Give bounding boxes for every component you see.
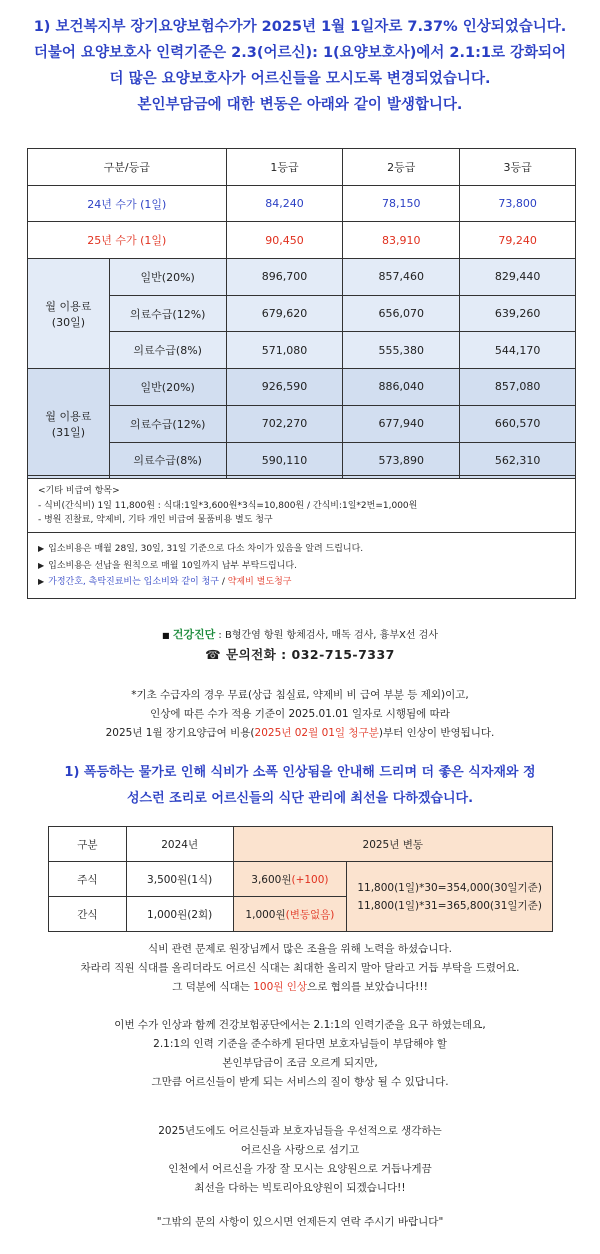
notice-text: 약제비 별도청구 <box>227 577 292 587</box>
table-cell: 84,240 <box>226 185 343 222</box>
table-row <box>49 862 553 897</box>
paragraph-highlight: 100원 인상 <box>253 981 308 993</box>
header-cell: 2등급 <box>343 149 460 186</box>
meal-total-cell <box>347 862 553 932</box>
row-label: 일반(20%) <box>109 369 226 406</box>
row-label: 일반(20%) <box>109 259 226 296</box>
note-highlight: 2025년 02월 01일 청구분 <box>254 727 379 739</box>
group-label-line: (30일) <box>51 315 86 329</box>
extra-items-line: - 병원 진찰료, 약제비, 기타 개인 비급여 물품비용 별도 청구 <box>38 515 273 525</box>
extra-items-title: <기타 비급여 항목> <box>38 486 120 496</box>
table-cell: 896,700 <box>226 259 343 296</box>
table-cell: 83,910 <box>343 222 460 259</box>
table-cell: 829,440 <box>460 259 576 296</box>
group-label-line: 월 이용료 <box>45 409 92 423</box>
table-cell: 573,890 <box>343 442 460 479</box>
table-cell: 702,270 <box>226 405 343 442</box>
notices-box <box>27 533 576 599</box>
note-text: 2025년 1월 장기요양급여 비용( <box>105 727 255 739</box>
table-cell: 1,000원(2회) <box>126 897 233 932</box>
notice-text: 입소비용은 선납을 원칙으로 매월 10일까지 납부 부탁드립니다. <box>48 560 297 571</box>
triangle-bullet-icon: ▶ <box>38 560 45 570</box>
paragraph-line: 인천에서 어르신을 가장 잘 모시는 요양원으로 거듭나게끔 <box>168 1163 432 1175</box>
table-cell: 886,040 <box>343 369 460 406</box>
meal-price: 3,600원 <box>251 873 292 886</box>
table-cell <box>233 862 347 897</box>
note-line: *기초 수급자의 경우 무료(상급 침실료, 약제비 비 급여 부분 등 제외)이고, <box>131 689 469 701</box>
table-cell: 857,460 <box>343 259 460 296</box>
intro-line: 본인부담금에 대한 변동은 아래와 같이 발생합니다. <box>137 97 463 113</box>
row-label: 간식 <box>49 897 127 932</box>
row-label: 의료수급(12%) <box>109 405 226 442</box>
phone-inquiry: ☎ 문의전화 : 032-715-7337 <box>205 647 395 662</box>
meal-price: 1,000원 <box>245 908 286 921</box>
intro-announcement <box>0 14 600 118</box>
meal-table <box>48 826 553 932</box>
table-cell: 79,240 <box>460 222 576 259</box>
notice-text: 입소비용은 매월 28일, 30일, 31일 기준으로 다소 차이가 있음을 알려 드립니다. <box>48 544 364 554</box>
table-cell: 857,080 <box>460 369 576 406</box>
table-row <box>28 405 576 442</box>
table-cell: 926,590 <box>226 369 343 406</box>
header-cell: 구분 <box>49 827 127 862</box>
paragraph-line: 본인부담금이 조금 오르게 되지만, <box>222 1057 378 1069</box>
row-label: 의료수급(8%) <box>109 442 226 479</box>
header-cell: 3등급 <box>460 149 576 186</box>
table-row-2025-fee <box>28 222 576 259</box>
fee-note <box>0 686 600 743</box>
notice-item <box>38 541 569 558</box>
table-cell: 562,310 <box>460 442 576 479</box>
table-cell: 590,110 <box>226 442 343 479</box>
triangle-bullet-icon: ▶ <box>38 544 45 553</box>
note-text: )부터 인상이 반영됩니다. <box>378 727 495 739</box>
rate-table <box>27 148 576 479</box>
row-label: 25년 수가 (1일) <box>28 222 227 259</box>
note-line: 인상에 따른 수가 적용 기준이 2025.01.01 일자로 시행됨에 따라 <box>150 708 450 720</box>
paragraph-line: 어르신을 사랑으로 섬기고 <box>240 1144 360 1156</box>
header-cell: 2025년 변동 <box>233 827 552 862</box>
health-check-text: : B형간염 항원 항체검사, 매독 검사, 흉부X선 검사 <box>215 630 438 641</box>
table-cell: 90,450 <box>226 222 343 259</box>
table-row <box>28 332 576 369</box>
table-cell: 677,940 <box>343 405 460 442</box>
paragraph-text: 으로 협의를 보았습니다!!! <box>307 981 428 993</box>
paragraph-line: 차라리 직원 식대를 올리더라도 어르신 식대는 최대한 올리지 말아 달라고 거듭 부탁을 드렸어요. <box>80 962 520 974</box>
group-label-line: 월 이용료 <box>45 299 92 313</box>
meal-total-line: 11,800(1일)*31=365,800(31일기준) <box>357 899 542 912</box>
closing-message: "그밖의 문의 사항이 있으시면 언제든지 연락 주시기 바랍니다" <box>156 1216 444 1228</box>
table-cell: 656,070 <box>343 295 460 332</box>
paragraph-line: 2025년도에도 어르신들과 보호자님들을 우선적으로 생각하는 <box>158 1125 442 1137</box>
extra-items-line: - 식비(간식비) 1일 11,800원 : 식대:1일*3,600원*3식=10,800원 / 간식비:1일*2번=1,000원 <box>38 500 418 511</box>
row-label: 주식 <box>49 862 127 897</box>
table-cell: 660,570 <box>460 405 576 442</box>
intro-line: 더 많은 요양보호사가 어르신들을 모시도록 변경되었습니다. <box>109 71 491 87</box>
header-cell: 2024년 <box>126 827 233 862</box>
table-cell: 78,150 <box>343 185 460 222</box>
intro-line: 더불어 요양보호사 인력기준은 2.3(어르신): 1(요양보호사)에서 2.1:1로 강화되어 <box>33 45 567 61</box>
meal-intro-line: 1) 폭등하는 물가로 인해 식비가 소폭 인상됨을 안내해 드리며 더 좋은 식자재와 정 <box>64 765 536 780</box>
table-cell: 73,800 <box>460 185 576 222</box>
table-cell: 544,170 <box>460 332 576 369</box>
notice-separator: / <box>218 577 228 587</box>
extra-items-box <box>27 475 576 533</box>
paragraph-line <box>0 978 600 997</box>
table-cell: 571,080 <box>226 332 343 369</box>
table-row-2024-fee <box>28 185 576 222</box>
table-cell: 639,260 <box>460 295 576 332</box>
note-line <box>0 724 600 743</box>
paragraph-line: 그만큼 어르신들이 받게 되는 서비스의 질이 향상 될 수 있답니다. <box>151 1076 449 1088</box>
table-header-row <box>28 149 576 186</box>
notice-item <box>38 558 569 575</box>
row-label: 24년 수가 (1일) <box>28 185 227 222</box>
meal-change: (변동없음) <box>285 908 335 921</box>
table-row <box>28 369 576 406</box>
meal-total-line: 11,800(1일)*30=354,000(30일기준) <box>357 881 542 894</box>
header-cell: 1등급 <box>226 149 343 186</box>
paragraph-meal-negotiation <box>0 940 600 997</box>
row-label: 의료수급(12%) <box>109 295 226 332</box>
paragraph-promise <box>0 1122 600 1198</box>
table-cell <box>233 897 347 932</box>
intro-line: 1) 보건복지부 장기요양보험수가가 2025년 1월 1일자로 7.37% 인상되었습니다. <box>33 19 567 35</box>
triangle-bullet-icon: ▶ <box>38 577 45 586</box>
paragraph-staffing <box>0 1016 600 1092</box>
group-label-30-days <box>28 259 110 369</box>
row-label: 의료수급(8%) <box>109 332 226 369</box>
paragraph-text: 그 덕분에 식대는 <box>172 981 254 993</box>
meal-change: (+100) <box>291 873 329 886</box>
table-cell: 3,500원(1식) <box>126 862 233 897</box>
paragraph-line: 최선을 다하는 빅토리아요양원이 되겠습니다!! <box>194 1182 406 1194</box>
meal-intro <box>0 760 600 812</box>
group-label-31-days <box>28 369 110 479</box>
paragraph-line: 2.1:1의 인력 기준을 준수하게 된다면 보호자님들이 부담해야 할 <box>153 1038 447 1050</box>
notice-item <box>38 574 569 591</box>
table-cell: 555,380 <box>343 332 460 369</box>
health-check-tag: 건강진단 <box>172 628 216 641</box>
health-check-line <box>0 626 600 642</box>
square-bullet-icon: ■ <box>161 631 170 640</box>
paragraph-line: 식비 관련 문제로 원장님께서 많은 조율을 위해 노력을 하셨습니다. <box>148 943 452 955</box>
table-cell: 679,620 <box>226 295 343 332</box>
table-row <box>28 259 576 296</box>
table-row <box>28 295 576 332</box>
group-label-line: (31일) <box>51 425 86 439</box>
notice-text: 가정간호, 촉탁진료비는 입소비와 같이 청구 <box>48 577 219 587</box>
header-cell: 구분/등급 <box>28 149 227 186</box>
table-row <box>28 442 576 479</box>
paragraph-line: 이번 수가 인상과 함께 건강보험공단에서는 2.1:1의 인력기준을 요구 하였는데요, <box>114 1019 486 1031</box>
table-header-row <box>49 827 553 862</box>
meal-intro-line: 성스런 조리로 어르신들의 식단 관리에 최선을 다하겠습니다. <box>126 791 474 806</box>
